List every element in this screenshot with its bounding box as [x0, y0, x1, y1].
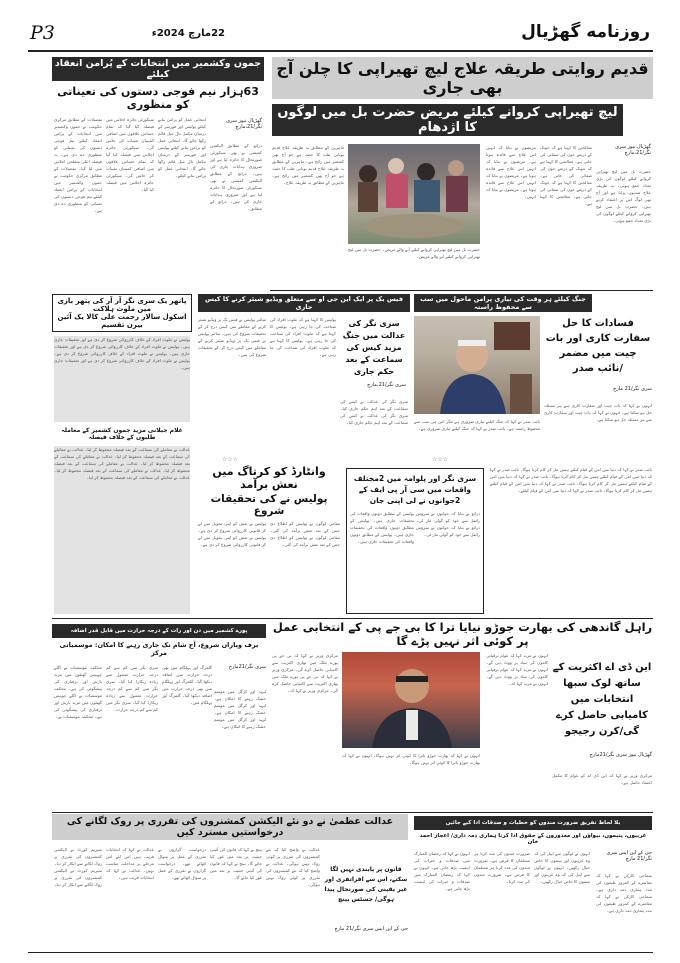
- byline: گھڑیال نیوز سری نگر/21،مارچ: [226, 118, 262, 130]
- byline: سری نگر/21،مارچ: [367, 382, 406, 388]
- paper-name: روزنامه گھڑیال: [521, 22, 650, 42]
- top-left-headline: جموں وکشمیر میں انتخابات کے پُرامن انعقاد کیلئے: [52, 57, 264, 81]
- article-text: عدالت نے کہا کہ انتخابات قریب ہیں اس لئے اس مرحلے پر مداخلت مناسب نہیں۔ عدالت نے کہا کہ انتخابات قریب ہیں۔: [106, 847, 154, 880]
- weather-subheadline: برف وباراں شروع، آج شام تک جاری رہنے کا امکان: موسمیاتی مرکز: [59, 641, 259, 657]
- article-text: عدالت نے معاملے کی سماعت کے بعد فیصلہ محفوظ کر لیا۔ عدالت نے معاملے کی سماعت کے بعد فیصلہ محفوظ کر لیا۔ عدالت نے معاملے کی سماعت کے بعد فیصلہ محفوظ کر لیا۔ عدالت نے معاملے کی سماعت کے بعد فیصلہ محفوظ کر لیا۔ عدالت نے معاملے کی سماعت کے بعد فیصلہ محفوظ کر لیا۔ عدالت نے معاملے کی سماعت کے بعد فیصلہ محفوظ کر لیا۔: [54, 446, 190, 614]
- crpf-headline: سری نگر اور پلوامہ میں 2مختلف واقعات میں سی آر پی ایف کے 2جوانوں نے لی اپنی جان: [353, 473, 477, 505]
- article-text: انہوں نے کہا کہ بات چیت اور سفارت کاری سے ہر مسئلہ حل ہو سکتا ہے۔ انہوں نے کہا کہ بات چیت اور سفارت کاری سے ہر مسئلہ حل ہو سکتا ہے۔: [544, 403, 652, 422]
- court2-headline: عدالت عظمیٰ نے دو نئے الیکشن کمشنروں کی تقرری پر روک لگانے کی درخواستیں مسترد کیں: [52, 814, 408, 840]
- section-rule: [52, 812, 653, 813]
- war-headline: جنگ کیلئے ہر وقت کی تیاری پرامن ماحول میں سب سے محفوظ راستہ: [414, 294, 592, 312]
- article-text: ضرورت مندوں کی مدد کرنا ہر مسلمان کا فرض ہے۔ ضرورت مندوں کی مدد کرنا ہر مسلمان کا فرض ہے۔ ضرورت مندوں کی مدد کرنا۔: [474, 851, 530, 884]
- article-text: انہوں نے کہا کہ رمضان المبارک میں صدقات و خیرات کی اہمیت بڑھ جاتی ہے۔ انہوں نے کہا کہ رمضان المبارک میں صدقات و خیرات کی اہمیت بڑھ جاتی ہے۔: [414, 851, 470, 891]
- vice-president-photo: [414, 316, 540, 414]
- article-text: مریضوں نے بتایا کہ انہیں اس علاج سے فائدہ ہوتا ہے۔ مریضوں نے بتایا کہ انہیں اس علاج سے فائدہ ہوتا ہے۔ مریضوں نے بتایا کہ انہیں اس علاج سے فائدہ ہوتا ہے۔ مریضوں نے بتایا کہ انہیں۔: [486, 145, 536, 199]
- article-text: حضرت بل میں لیچ تھیراپی کروانے کیلئے لوگوں کی بڑی تعداد جمع ہوئی۔ یہ طریقہ علاج صدیوں پرانا ہے اور آج بھی لوگ اس پر اعتماد کرتے ہیں۔ حضرت بل میں لیچ تھیراپی کروانے کیلئے لوگوں کی بڑی تعداد جمع ہوئی۔: [596, 169, 651, 223]
- page-number: P3: [30, 22, 55, 44]
- left-mid-headline: [52, 294, 192, 332]
- left-mid-headline-title: پاتھر یک سری نگر آر آر کی پتھر بازی میں ملوث ہلاکت: [57, 297, 187, 313]
- byline: سری نگر/21 مارچ: [613, 386, 652, 392]
- crowd-illustration: [348, 144, 480, 244]
- vp-headline-sub: /نائب صدر: [572, 363, 624, 374]
- article-text: سری نگر میں کم سے کم درجہ حرارت معمول سے زیادہ ریکارڈ کیا گیا۔ سری نگر میں کم سے کم درجہ حرارت معمول سے زیادہ ریکارڈ کیا گیا۔ سری نگر میں کم سے کم درجہ حرارت۔: [106, 665, 158, 712]
- byline: جی کے این ایس سری نگر/21 مارچ: [334, 926, 408, 932]
- nda-headline: این ڈی اے اکثریت کے ساتھ لوک سبھا انتخابات میں کامیابی حاصل کرے گی/کرن رجیجو: [552, 662, 652, 737]
- article-text: محکمہ موسمیات نے اگلے چوبیس گھنٹوں میں مزید بارش اور برفباری کی پیشگوئی کی ہے۔ محکمہ موسمیات نے اگلے چوبیس گھنٹوں میں مزید بارش اور برفباری کی پیشگوئی کی ہے۔ محکمہ موسمیات نے۔: [54, 665, 102, 719]
- left-mid-headline-sub: اسکول سالار رحمت علی کالا یک آئین بیرن تقسیم: [57, 313, 187, 329]
- article-text: گلمرگ اور پہلگام میں بھی درجہ حرارت میں اضافہ دیکھا گیا۔ گلمرگ اور پہلگام میں بھی درجہ حرارت میں اضافہ دیکھا گیا۔ گلمرگ اور پہلگام میں۔: [162, 665, 212, 705]
- issue-date: 22مارچ 2024ء: [151, 28, 225, 39]
- vp-headline-title: فسادات کا حل سفارت کاری اور بات چیت میں مضمر: [545, 318, 651, 359]
- bottom-right-headline: بلا لحاظ تفریق ضرورت مندوں کو خطبات و صدقات ادا کیے جائیں: [414, 816, 652, 830]
- article-text: ماہرین کے مطابق یہ طریقہ علاج قدیم یونانی طب کا حصہ ہے جو آج بھی کشمیر میں رائج ہے۔ ماہرین کے مطابق یہ طریقہ علاج قدیم یونانی طب کا حصہ ہے جو آج بھی کشمیر میں رائج ہے۔ ماہرین کے مطابق یہ طریقہ علاج۔: [272, 145, 344, 185]
- article-text: پولیس نے نعش کو اپنی تحویل میں لے کر قانونی کارروائی شروع کر دی ہے۔ پولیس نے نعش کو اپنی تحویل میں لے کر قانونی کارروائی شروع کر دی ہے۔: [198, 521, 266, 547]
- minister-photo: [342, 652, 480, 748]
- article-text: نائب صدر نے کہا کہ جنگ کیلئے تیاری ضروری ہے مگر امن ہی سب سے محفوظ راستہ ہے۔ نائب صدر نے کہا کہ جنگ کیلئے تیاری ضروری ہے۔: [414, 419, 540, 431]
- article-text: سری نگر کی عدالت نے کیس کی سماعت کے بعد اہم حکم جاری کیا۔ سری نگر کی عدالت نے کیس کی سماعت کے بعد اہم حکم جاری کیا۔: [340, 399, 408, 425]
- article-text: لیہہ اور کرگل میں موسم خشک رہنے کا امکان ہے۔ لیہہ اور کرگل میں موسم خشک رہنے کا امکان ہے۔ لیہہ اور کرگل میں موسم خشک رہنے کا امکان ہے۔: [214, 689, 266, 729]
- article-text: سیکورٹی جائزہ اجلاس میں فیصلہ کیا گیا کہ تمام حساس علاقوں میں اضافی کمپنیاں تعینات کی جائیں گی۔ سیکورٹی جائزہ اجلاس میں فیصلہ کیا گیا کہ تمام حساس علاقوں میں اضافی کمپنیاں تعینات کی جائیں گی۔ سیکورٹی جائزہ اجلاس میں فیصلہ کیا گیا۔: [106, 117, 154, 192]
- top-main-subheadline: لیچ تھیراپی کروانے کیلئے مریض حضرت بل میں لوگوں کا اژدھام: [272, 104, 623, 136]
- article-text: حضرت بل میں لیچ تھیراپی کروانے کیلئے آنے والے مریض۔ حضرت بل میں لیچ تھیراپی کروانے کیلئے آنے والے مریض۔: [348, 247, 480, 259]
- article-text: بینچ نے کہا کہ قانون کی آئینی حیثیت پر بعد میں غور کیا جائے گا۔ بینچ نے کہا کہ قانون کی آئینی حیثیت پر بعد میں غور کیا جائے گا۔: [210, 847, 262, 880]
- article-text: انہوں نے مزید کہا کہ عوام ترقیاتی کاموں کی بنیاد پر ووٹ دیں گے۔ انہوں نے مزید کہا کہ عوام ترقیاتی کاموں کی بنیاد پر ووٹ دیں گے۔ انہوں نے مزید کہا کہ۔: [486, 653, 548, 686]
- article-text: انتخابی عمل کو پرامن بنانے کیلئے پولیس اور فورسز کے درمیان مکمل تال میل قائم رکھا جائے گا۔ انتخابی عمل کو پرامن بنانے کیلئے پولیس اور فورسز کے درمیان مکمل تال میل قائم رکھا جائے گا۔ انتخابی عمل کو پرامن بنانے کیلئے۔: [158, 117, 206, 178]
- stars-separator: ☆☆☆: [431, 456, 449, 463]
- article-text: ذرائع نے بتایا کہ جوانوں نے سروس رائفل سے خود کو گولی مار لی۔ ذرائع نے بتایا کہ جوانوں نے سروس رائفل سے خود کو گولی مار لی۔: [416, 511, 480, 537]
- stars-separator: ☆☆☆: [221, 456, 239, 463]
- wanted-subheadline: پولیس نے کی تحقیقات شروع: [210, 493, 328, 517]
- section-rule: [270, 290, 653, 291]
- byline: سری نگر/21مارچ: [228, 664, 266, 670]
- article-text: پولیس کا کہنا ہے کہ ملوث افراد کی شناخت کی جا رہی ہے۔ پولیس کا کہنا ہے کہ ملوث افراد کی شناخت کی جا رہی ہے۔ پولیس کا کہنا ہے کہ ملوث افراد کی شناخت کی جا رہی ہے۔: [270, 317, 336, 357]
- article-text: مقامی لوگوں نے پولیس کو اطلاع دی جس کے بعد نعش برآمد کی گئی۔ مقامی لوگوں نے پولیس کو اطلاع دی جس کے بعد نعش برآمد کی گئی۔: [270, 521, 340, 547]
- left-mid2-headline: غلام جیلانی مزید جموں کشمیر کے معاملہ طلبوں کے خلاف فیصلہ: [61, 427, 183, 441]
- article-text: سماجی کارکن نے کہا کہ معاشرے کے کمزور طبقوں کی مدد ہماری ذمہ داری ہے۔ سماجی کارکن نے کہا کہ معاشرے کے کمزور طبقوں کی مدد ہماری ذمہ داری ہے۔: [596, 873, 652, 913]
- article-text: معالجین کا کہنا ہے کہ جونک کے ذریعے خون کی صفائی کی جاتی ہے۔ معالجین کا کہنا ہے کہ جونک کے ذریعے خون کی صفائی کی جاتی ہے۔ معالجین کا کہنا ہے کہ جونک کے ذریعے خون کی صفائی کی جاتی ہے۔ معالجین کا کہنا ہے۔: [540, 145, 592, 206]
- leech-therapy-photo: [348, 144, 480, 244]
- byline: جی کے این ایس سری نگر/21 مارچ: [606, 850, 652, 862]
- article-text: انہوں نے کہا کہ بھارت جوڑو یاترا کا کوئی اثر نہیں ہوگا۔ انہوں نے کہا کہ بھارت جوڑو یاترا کا کوئی اثر نہیں ہوگا۔: [342, 753, 480, 765]
- section-rule: [52, 618, 653, 619]
- wanted-headline: وانٹارڈ کو کرتاگ میں نعش برآمد: [212, 465, 326, 491]
- article-text: پولیس کے مطابق دونوں واقعات کی تحقیقات جاری ہیں۔ پولیس کے مطابق دونوں واقعات کی تحقیقات جاری ہیں۔ پولیس کے مطابق دونوں واقعات کی تحقیقات جاری ہیں۔: [350, 511, 414, 544]
- top-left-subheadline: 63ہزار نیم فوجی دستوں کی تعیناتی کو منظوری: [57, 85, 259, 111]
- byline: گھڑیال نیوز سری نگر/21،مارچ: [615, 144, 651, 156]
- article-text: نائب صدر نے کہا کہ دنیا میں امن کے قیام کیلئے ہمیں مل کر کام کرنا ہوگا۔ نائب صدر نے کہا کہ دنیا میں امن کے قیام کیلئے ہمیں مل کر کام کرنا ہوگا۔ نائب صدر نے کہا کہ دنیا میں امن کے قیام کیلئے ہمیں مل کر کام کرنا ہوگا۔ نائب صدر نے کہا کہ دنیا میں امن کے قیام کیلئے ہمیں مل کر کام کرنا ہوگا۔ نائب صدر نے کہا کہ دنیا میں امن کے قیام کیلئے۔: [490, 467, 652, 493]
- article-text: پولیس نے ملوث افراد کے خلاف کارروائی شروع کر دی ہے اور تحقیقات جاری ہیں۔ پولیس نے ملوث افراد کے خلاف کارروائی شروع کر دی ہے اور تحقیقات جاری ہیں۔ پولیس نے ملوث افراد کے خلاف کارروائی شروع کر دی ہے۔ پولیس نے ملوث افراد کے خلاف کارروائی شروع کر دی ہے اور تحقیقات جاری ہیں۔: [54, 336, 190, 422]
- footer-rule: [28, 952, 653, 953]
- fraud-headline: فیس بک پر ایک این جی او سے متعلق ویڈیو شیئر کرنے کا کیس جاری: [198, 294, 410, 312]
- article-text: سائبر پولیس نے فیس بک پر ویڈیو شیئر کرنے کے معاملے میں کیس درج کر کے تحقیقات شروع کی ہیں۔ سائبر پولیس نے فیس بک پر ویڈیو شیئر کرنے کے معاملے میں کیس درج کر کے تحقیقات شروع کی ہیں۔: [198, 317, 266, 357]
- article-text: ذرائع کے مطابق الیکشن کمیشن نے بھی سیکورٹی صورتحال کا جائزہ لیا ہے اور ضروری ہدایات جاری کی ہیں۔ ذرائع کے مطابق الیکشن کمیشن نے بھی سیکورٹی صورتحال کا جائزہ لیا ہے اور ضروری ہدایات جاری کی ہیں۔ ذرائع کے مطابق۔: [210, 143, 262, 211]
- masthead-rule: [28, 50, 653, 52]
- top-main-headline: قدیم روایتی طریقہ علاج لیچ تھیراپی کا چلن آج بھی جاری: [272, 57, 653, 99]
- article-text: سپریم کورٹ نے الیکشن کمشنروں کی تقرری پر روک لگانے سے انکار کر دیا۔ سپریم کورٹ نے الیکشن کمشنروں کی تقرری پر روک لگانے سے انکار کر دیا۔: [54, 847, 102, 887]
- article-text: درخواست گزاروں نے تقرری کے عمل پر سوال اٹھائے تھے۔ درخواست گزاروں نے تقرری کے عمل پر سوال اٹھائے تھے۔: [158, 847, 206, 880]
- article-text: انہوں نے لوگوں سے اپیل کی کہ وہ غریبوں اور یتیموں کا خاص خیال رکھیں۔ انہوں نے لوگوں سے اپیل کی کہ وہ غریبوں اور یتیموں کا خاص خیال رکھیں۔: [534, 851, 590, 884]
- weather-headline: پورے کشمیر میں دن اور رات کے درجہ حرارت میں قابل قدر اضافہ: [52, 624, 266, 638]
- article-text: مرکزی وزیر نے کہا کہ بی جے پی پورے ملک میں بھاری اکثریت سے کامیابی حاصل کرے گی۔ مرکزی وزیر نے کہا کہ بی جے پی پورے ملک میں بھاری اکثریت سے کامیابی حاصل کرے گی۔ مرکزی وزیر نے کہا کہ۔: [272, 653, 338, 693]
- portrait-illustration: [342, 652, 480, 748]
- article-text: عدالت نے واضح کیا کہ نئے کمشنروں کی تقرری پر کوئی روک نہیں ہوگی۔ عدالت نے واضح کیا کہ نئے کمشنروں کی تقرری پر کوئی روک نہیں ہوگی۔: [266, 847, 320, 887]
- quote-headline: قانون پر پابندی نہیں لگا سکتے، اس سے افراتفری اور غیر یقینی کی صورتحال پیدا ہوگی/ جسٹس بینچ: [324, 866, 408, 903]
- article-text: تفصیلات کے مطابق مرکزی حکومت نے جموں وکشمیر میں انتخابات کے پرامن انعقاد کیلئے نیم فوجی دستوں کی تعیناتی کو منظوری دے دی ہے۔ یہ فیصلہ اعلیٰ سطحی اجلاس میں لیا گیا۔ تفصیلات کے مطابق مرکزی حکومت نے جموں وکشمیر میں انتخابات کے پرامن انعقاد کیلئے نیم فوجی دستوں کی تعیناتی کو منظوری دے دی ہے۔: [54, 117, 102, 213]
- vp-headline: [544, 316, 652, 376]
- portrait-illustration: [414, 316, 540, 414]
- byline: گھڑیال نیوز سری نگر/21مارچ: [589, 752, 652, 758]
- bottom-right-subheadline: غریبوں، یتیموں، بیواؤں اور معذوروں کے حقوق ادا کرنا ہماری ذمہ داری/ اعجاز احمد خان: [419, 833, 647, 845]
- rahul-headline: راہل گاندھی کی بھارت جوڑو نیایا ترا کا بی جے پی کے انتخابی عمل پر کوئی اثر نہیں پڑے گا: [272, 620, 653, 648]
- court-headline: سری نگر کی عدالت میں جنگ مزید کیس کی سماعت کے بعد حکم جاری: [342, 319, 406, 376]
- article-text: مرکزی وزیر نے کہا کہ این ڈی اے کو عوام کا مکمل اعتماد حاصل ہے۔: [552, 773, 652, 785]
